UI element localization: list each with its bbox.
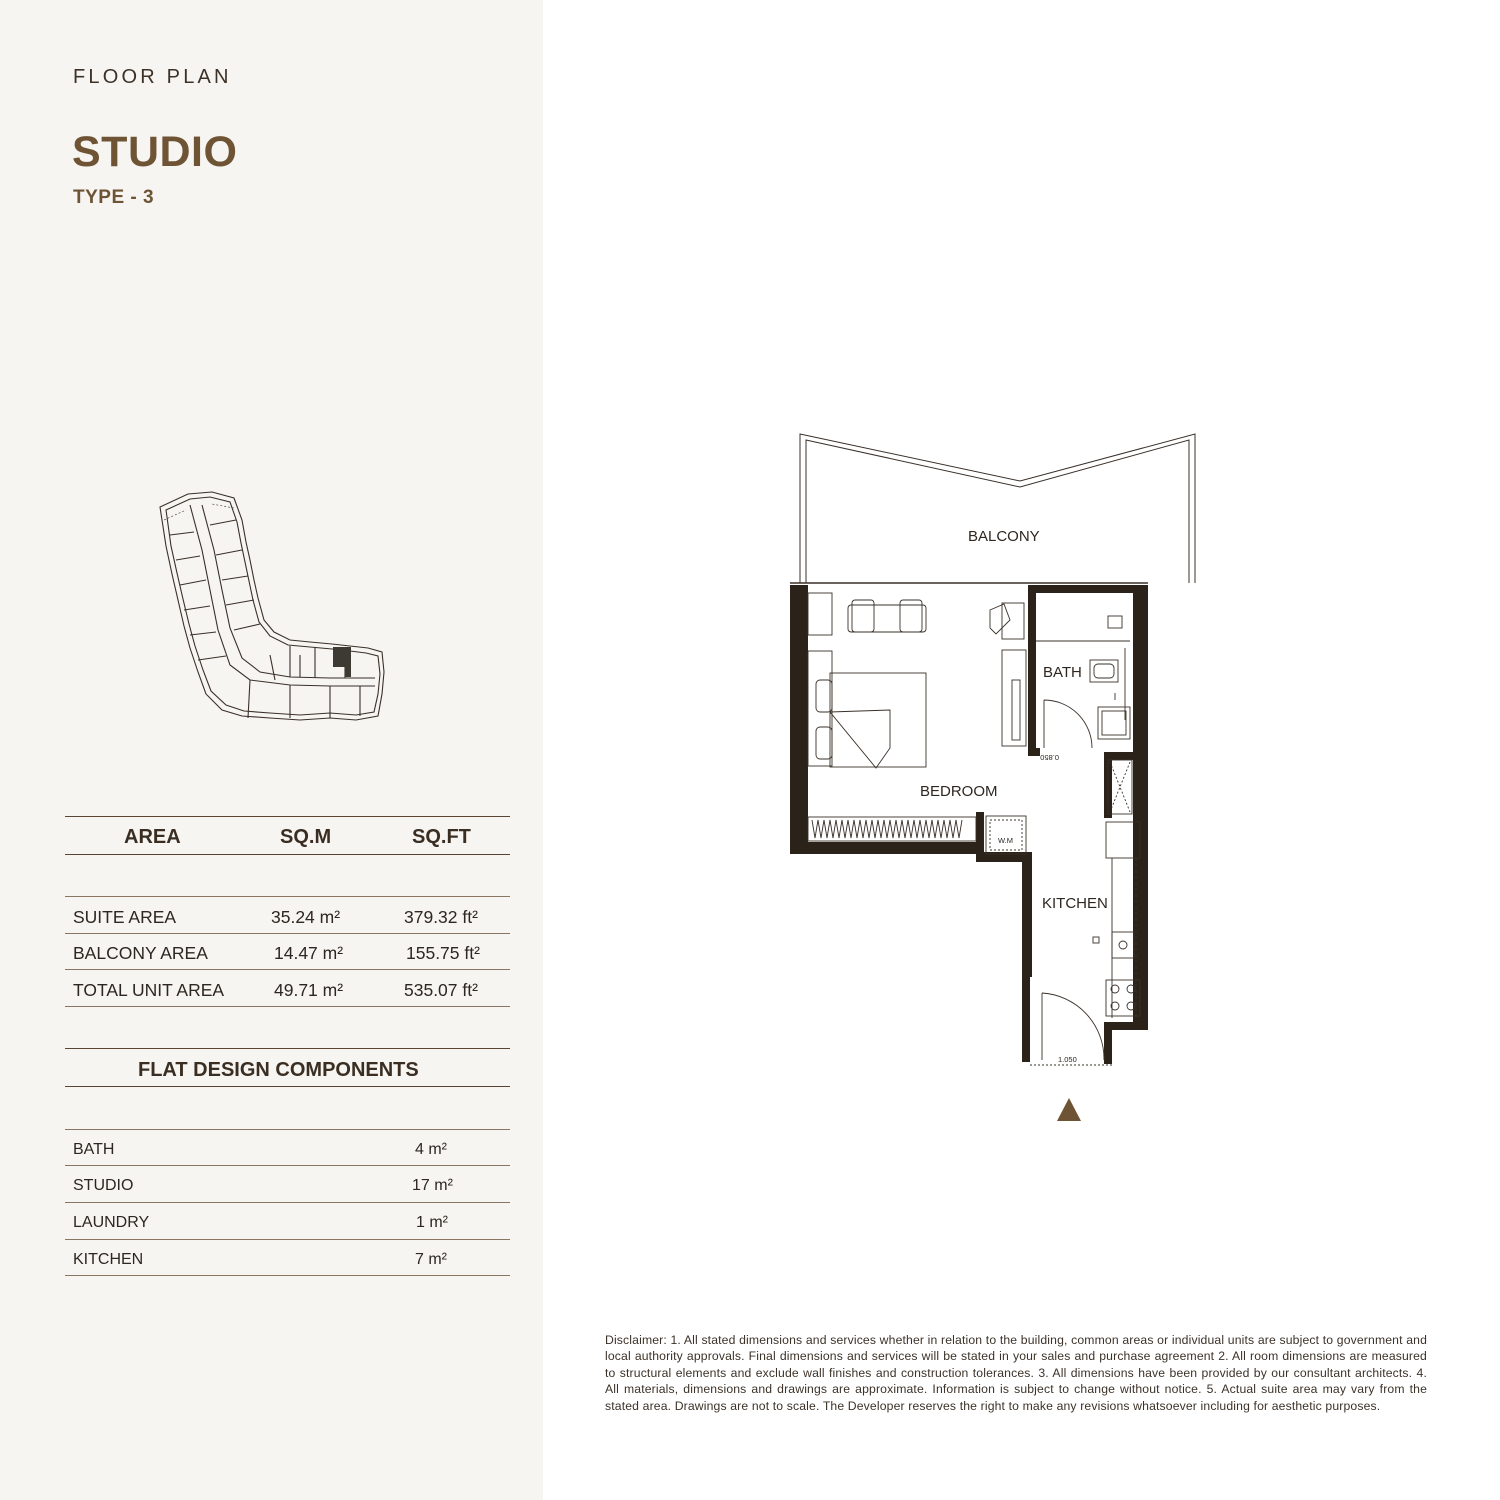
component-value: 7 m² [415, 1251, 447, 1268]
area-column-header: AREA [124, 826, 181, 848]
table-row-sqft: 535.07 ft² [404, 980, 478, 1000]
table-row-label: SUITE AREA [73, 907, 177, 927]
walls [790, 585, 1148, 1064]
table-row-sqft: 155.75 ft² [406, 943, 480, 963]
unit-title: STUDIO [72, 128, 238, 176]
sqm-column-header: SQ.M [280, 826, 332, 848]
component-value: 4 m² [415, 1141, 447, 1158]
component-value: 1 m² [416, 1214, 448, 1231]
bath-door-dimension: 0.850 [1040, 753, 1059, 762]
kitchen-fixtures [1030, 760, 1140, 1065]
balcony-label: BALCONY [968, 528, 1040, 545]
bath-fixtures [1036, 616, 1130, 748]
component-label: STUDIO [73, 1177, 134, 1194]
components-title: FLAT DESIGN COMPONENTS [138, 1059, 419, 1081]
component-value: 17 m² [412, 1177, 453, 1194]
disclaimer-text: Disclaimer: 1. All stated dimensions and services whether in relation to the building, common areas or individual units are subject to government and local authority approvals. Final dimensions and services will be stated in your sales and purchase agreement 2. All room dimensions are measured to structural elements and exclude wall finishes and construction tolerances. 3. All dimensions have been provided by our consultant architects. 4. All materials, dimensions and drawings are approximate. Information is subject to change without notice. 5. Actual suite area may vary from the stated area. Drawings are not to scale. The Developer reserves the right to make any revisions whatsoever including for aesthetic purposes. [605, 1333, 1427, 1413]
table-row-sqft: 379.32 ft² [404, 907, 478, 927]
table-row-label: TOTAL UNIT AREA [73, 980, 225, 1000]
component-label: LAUNDRY [73, 1214, 150, 1231]
bedroom-label: BEDROOM [920, 783, 998, 800]
section-eyebrow: FLOOR PLAN [73, 66, 232, 88]
kitchen-label: KITCHEN [1042, 895, 1108, 912]
unit-type: TYPE - 3 [73, 187, 155, 208]
table-row-sqm: 35.24 m² [271, 907, 341, 927]
table-row-sqm: 49.71 m² [274, 980, 344, 1000]
component-label: KITCHEN [73, 1251, 144, 1268]
component-label: BATH [73, 1141, 115, 1158]
entry-door-dimension: 1.050 [1058, 1055, 1077, 1064]
bath-label: BATH [1043, 664, 1082, 681]
balcony-outline [800, 434, 1195, 583]
washing-machine-label: W.M [998, 836, 1013, 845]
triangle-up-icon [1057, 1098, 1081, 1121]
table-row-label: BALCONY AREA [73, 943, 208, 963]
sqft-column-header: SQ.FT [412, 826, 471, 848]
bedroom-furniture [808, 593, 1026, 854]
table-row-sqm: 14.47 m² [274, 943, 344, 963]
